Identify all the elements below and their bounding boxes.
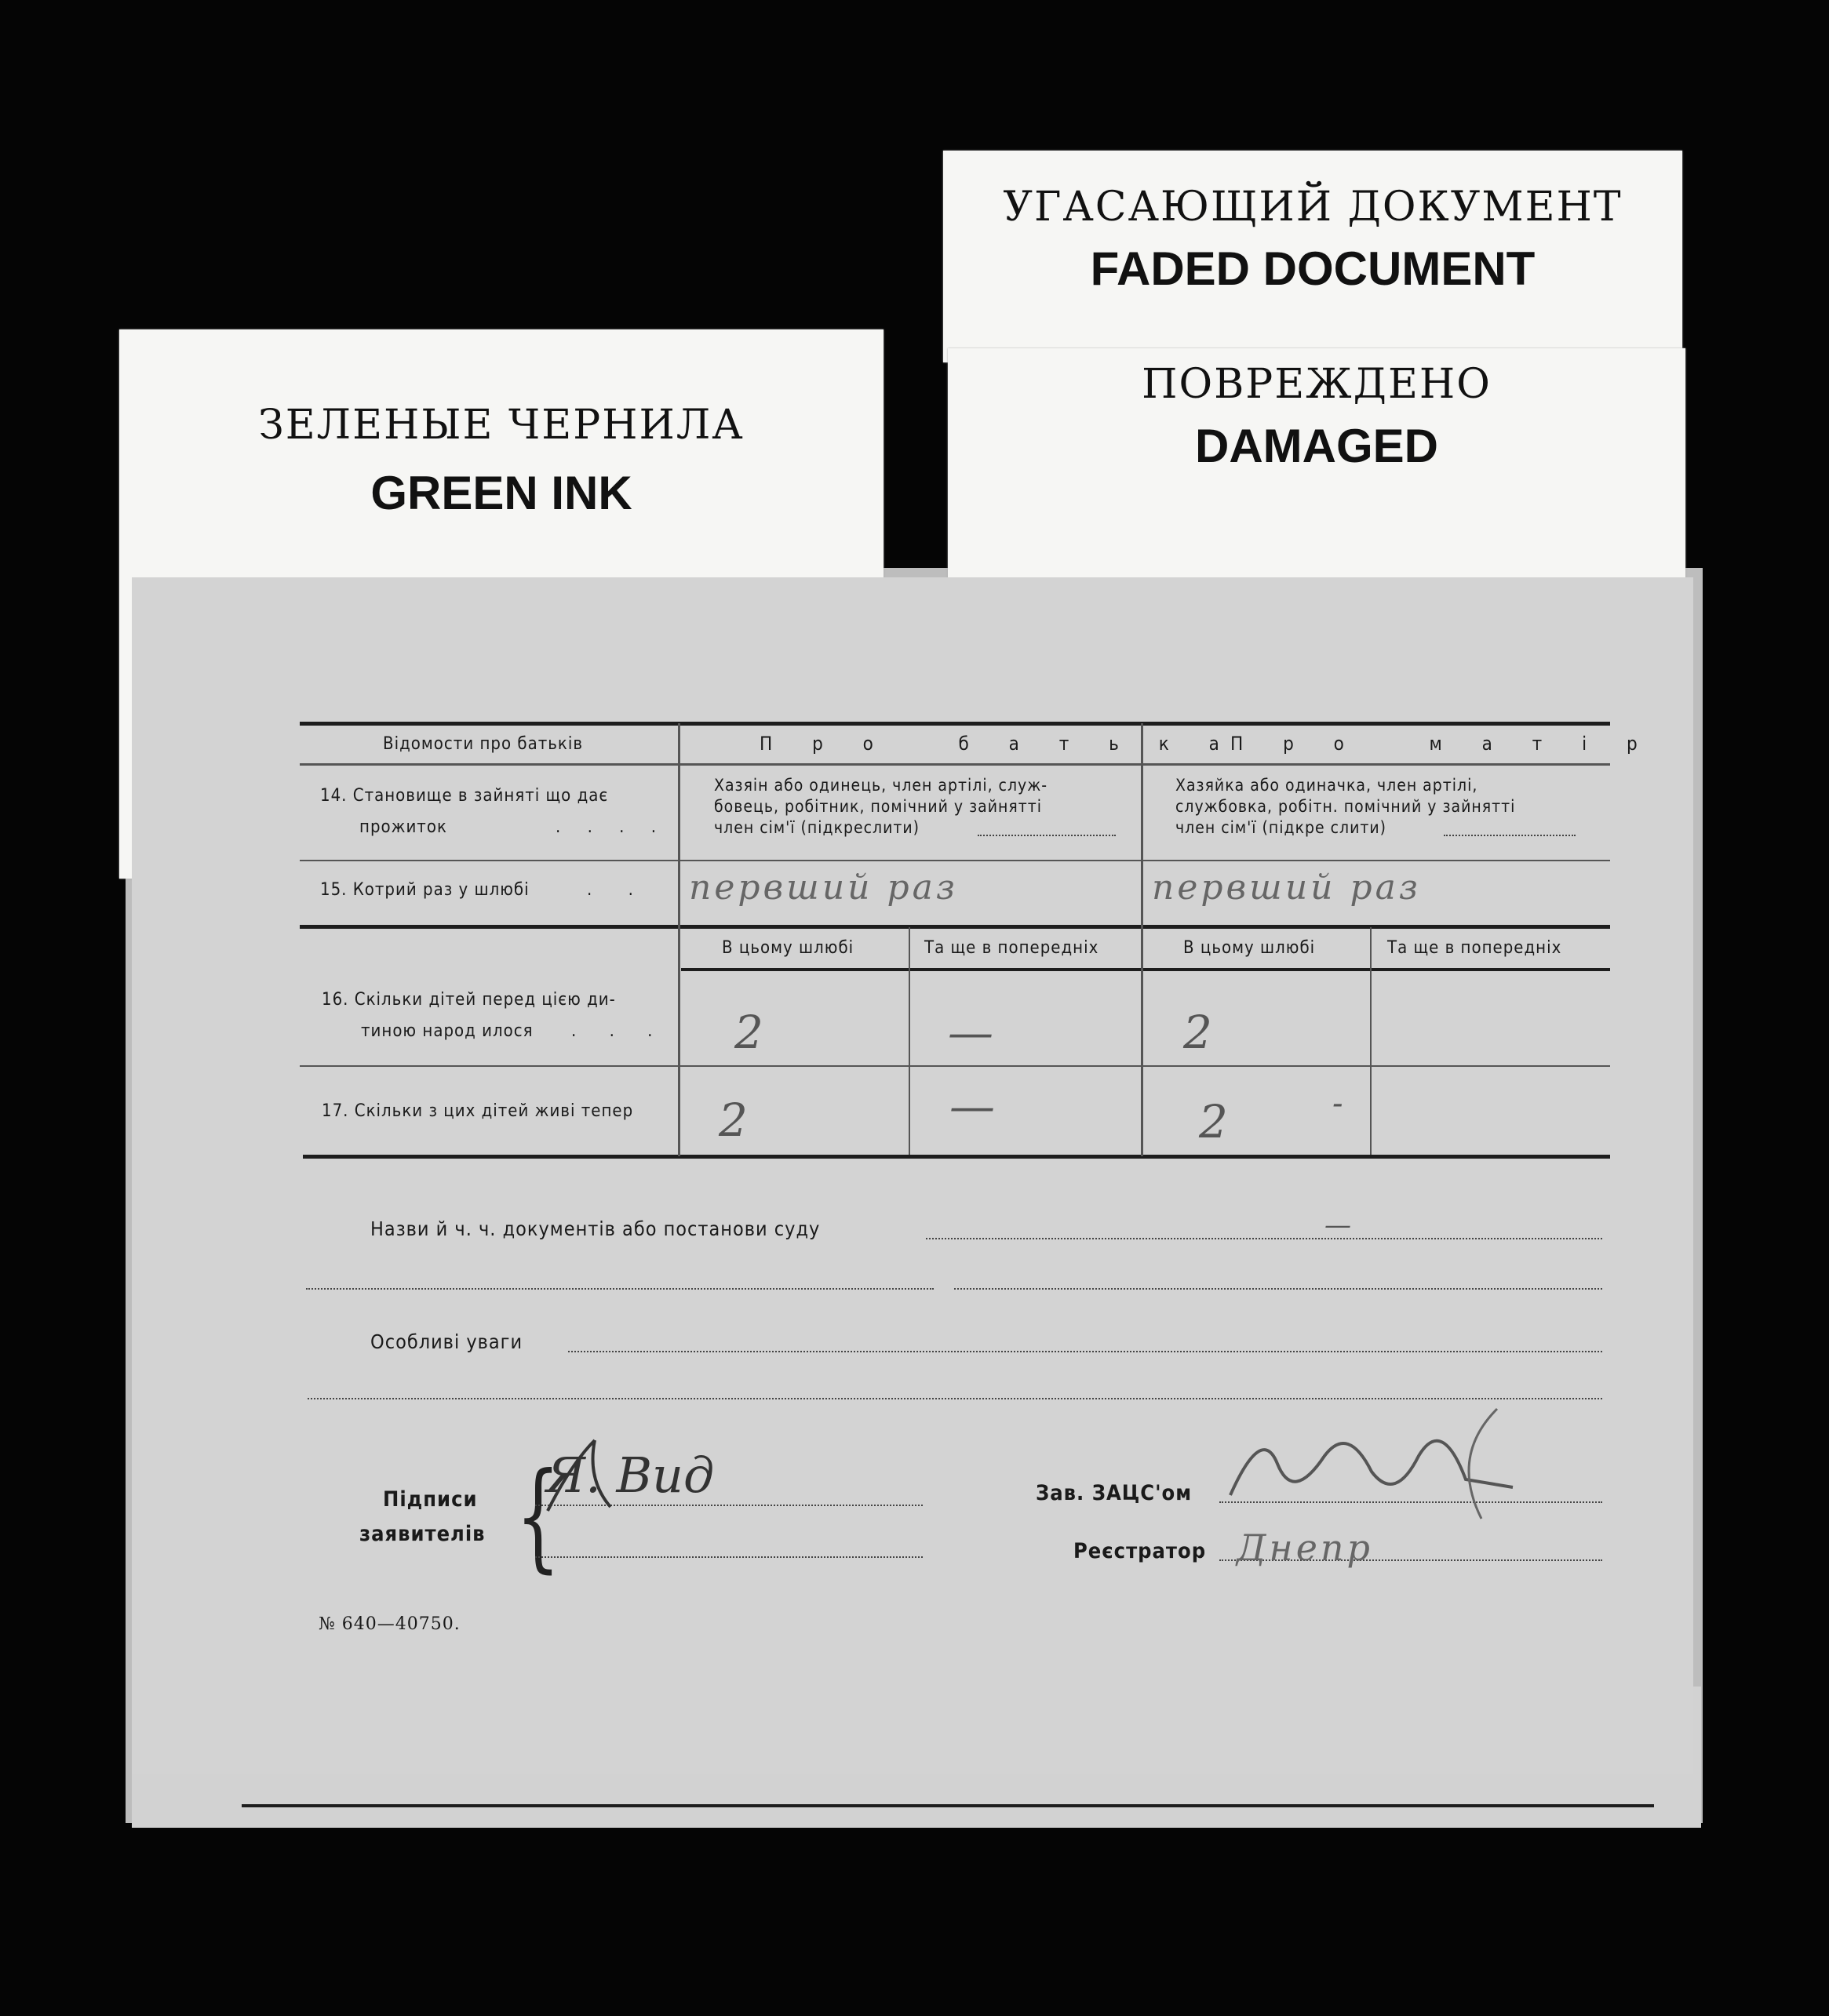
row14-mother-fill-line: [1444, 835, 1576, 836]
row16-label-line2: тиною народ илося: [361, 1021, 534, 1041]
header-mother: П р о м а т і р: [1230, 733, 1655, 755]
row15-label-dots: . .: [587, 880, 649, 900]
subheader-mother-this: В цьому шлюбі: [1183, 938, 1316, 958]
faded-document-label-ru: УГАСАЮЩИЙ ДОКУМЕНТ: [1003, 184, 1623, 231]
row17-mother-previous: -: [1332, 1086, 1343, 1122]
row17-father-previous: —: [949, 1079, 995, 1133]
row14-father-fill-line: [978, 835, 1116, 836]
row15-label: 15. Котрий раз у шлюбі: [320, 880, 530, 900]
form-sheet: [132, 577, 1693, 1774]
row14-mother-line2: службовка, робітн. помічний у зайнятті: [1175, 797, 1516, 816]
row14-label-line2: прожиток: [359, 817, 447, 837]
row14-label-line1: 14. Становище в зайняті що дає: [320, 786, 609, 806]
row15-mother-value: первший раз: [1152, 868, 1421, 908]
row17-label: 17. Скільки з цих дітей живі тепер: [322, 1101, 634, 1121]
documents-fill-line: [926, 1238, 1602, 1239]
notes-fill-line-2: [308, 1398, 1602, 1399]
faded-document-label-en: FADED DOCUMENT: [1090, 242, 1536, 295]
notes-fill-line: [568, 1351, 1602, 1352]
row17-father-this: 2: [719, 1094, 748, 1147]
col-divider-mother: [1141, 723, 1143, 1156]
table-bottom-rule: [303, 1155, 1610, 1159]
applicants-brace: {: [516, 1448, 561, 1585]
col-divider-father: [678, 723, 680, 1156]
subheader-father-this: В цьому шлюбі: [722, 938, 854, 958]
row14-father-options: [714, 775, 1047, 839]
green-ink-label-en: GREEN INK: [370, 467, 632, 519]
row15-rule: [300, 925, 1610, 929]
row16-father-this: 2: [734, 1006, 763, 1059]
row14-father-line3: член сім'ї (підкреслити): [714, 818, 920, 837]
faded-document-label-card: [943, 151, 1682, 362]
col-divider-father-prev: [909, 927, 910, 1155]
applicant-signature-line-2: [535, 1556, 923, 1558]
registrar-label: Реєстратор: [1073, 1539, 1207, 1563]
head-zags-label: Зав. ЗАЦС'ом: [1036, 1481, 1193, 1505]
applicants-label-line2: заявителів: [359, 1522, 486, 1546]
row14-rule: [300, 860, 1610, 861]
row14-mother-line3: член сім'ї (підкре слити): [1175, 818, 1387, 837]
col-divider-mother-prev: [1370, 927, 1372, 1155]
head-zags-signature-stroke: [1215, 1409, 1544, 1527]
underlying-rule: [242, 1804, 1654, 1807]
row14-father-line2: бовець, робітник, помічний у зайнятті: [714, 797, 1042, 816]
green-ink-label-ru: ЗЕЛЕНЫЕ ЧЕРНИЛА: [258, 402, 745, 449]
subheader-mother-previous: Та ще в попередніх: [1387, 938, 1562, 958]
row14-mother-line1: Хазяйка або одиначка, член артілі,: [1175, 776, 1478, 795]
row16-mother-this: 2: [1183, 1006, 1212, 1059]
documents-value: —: [1324, 1210, 1351, 1241]
row16-label-line1: 16. Скільки дітей перед цією ди-: [322, 990, 616, 1010]
applicants-label-line1: Підписи: [383, 1487, 478, 1512]
form-number: № 640—40750.: [319, 1614, 461, 1634]
applicant-signature-stroke: [540, 1432, 775, 1519]
registrar-signature: Днепр: [1237, 1527, 1373, 1569]
row17-mother-this: 2: [1199, 1095, 1228, 1148]
row16-label-dots: . . .: [571, 1021, 667, 1041]
row16-father-previous: —: [948, 1006, 993, 1059]
header-parents: Відомости про батьків: [383, 734, 584, 754]
subheader-father-previous: Та ще в попередніх: [924, 938, 1099, 958]
documents-label: Назви й ч. ч. документів або постанови суду: [370, 1217, 821, 1240]
table-header-rule: [300, 763, 1610, 766]
applicant-signature: Я. Вид: [546, 1446, 715, 1504]
header-father: П р о б а т ь к а: [760, 733, 1237, 755]
row15-father-value: первший раз: [689, 868, 958, 908]
damaged-label-ru: ПОВРЕЖДЕНО: [1142, 361, 1492, 408]
damaged-label-en: DAMAGED: [1195, 420, 1438, 472]
damaged-label-card: [948, 348, 1685, 584]
row14-mother-options: [1175, 775, 1515, 839]
documents-fill-line-3: [954, 1288, 1602, 1290]
table-top-rule: [300, 722, 1610, 726]
row14-label-dots: . . . .: [556, 817, 667, 837]
row14-father-line1: Хазяін або одинець, член артілі, служ-: [714, 776, 1048, 795]
notes-label: Особливі уваги: [370, 1330, 523, 1353]
subheader-rule: [681, 968, 1610, 971]
row16-rule: [300, 1065, 1610, 1067]
documents-fill-line-2: [306, 1288, 934, 1290]
